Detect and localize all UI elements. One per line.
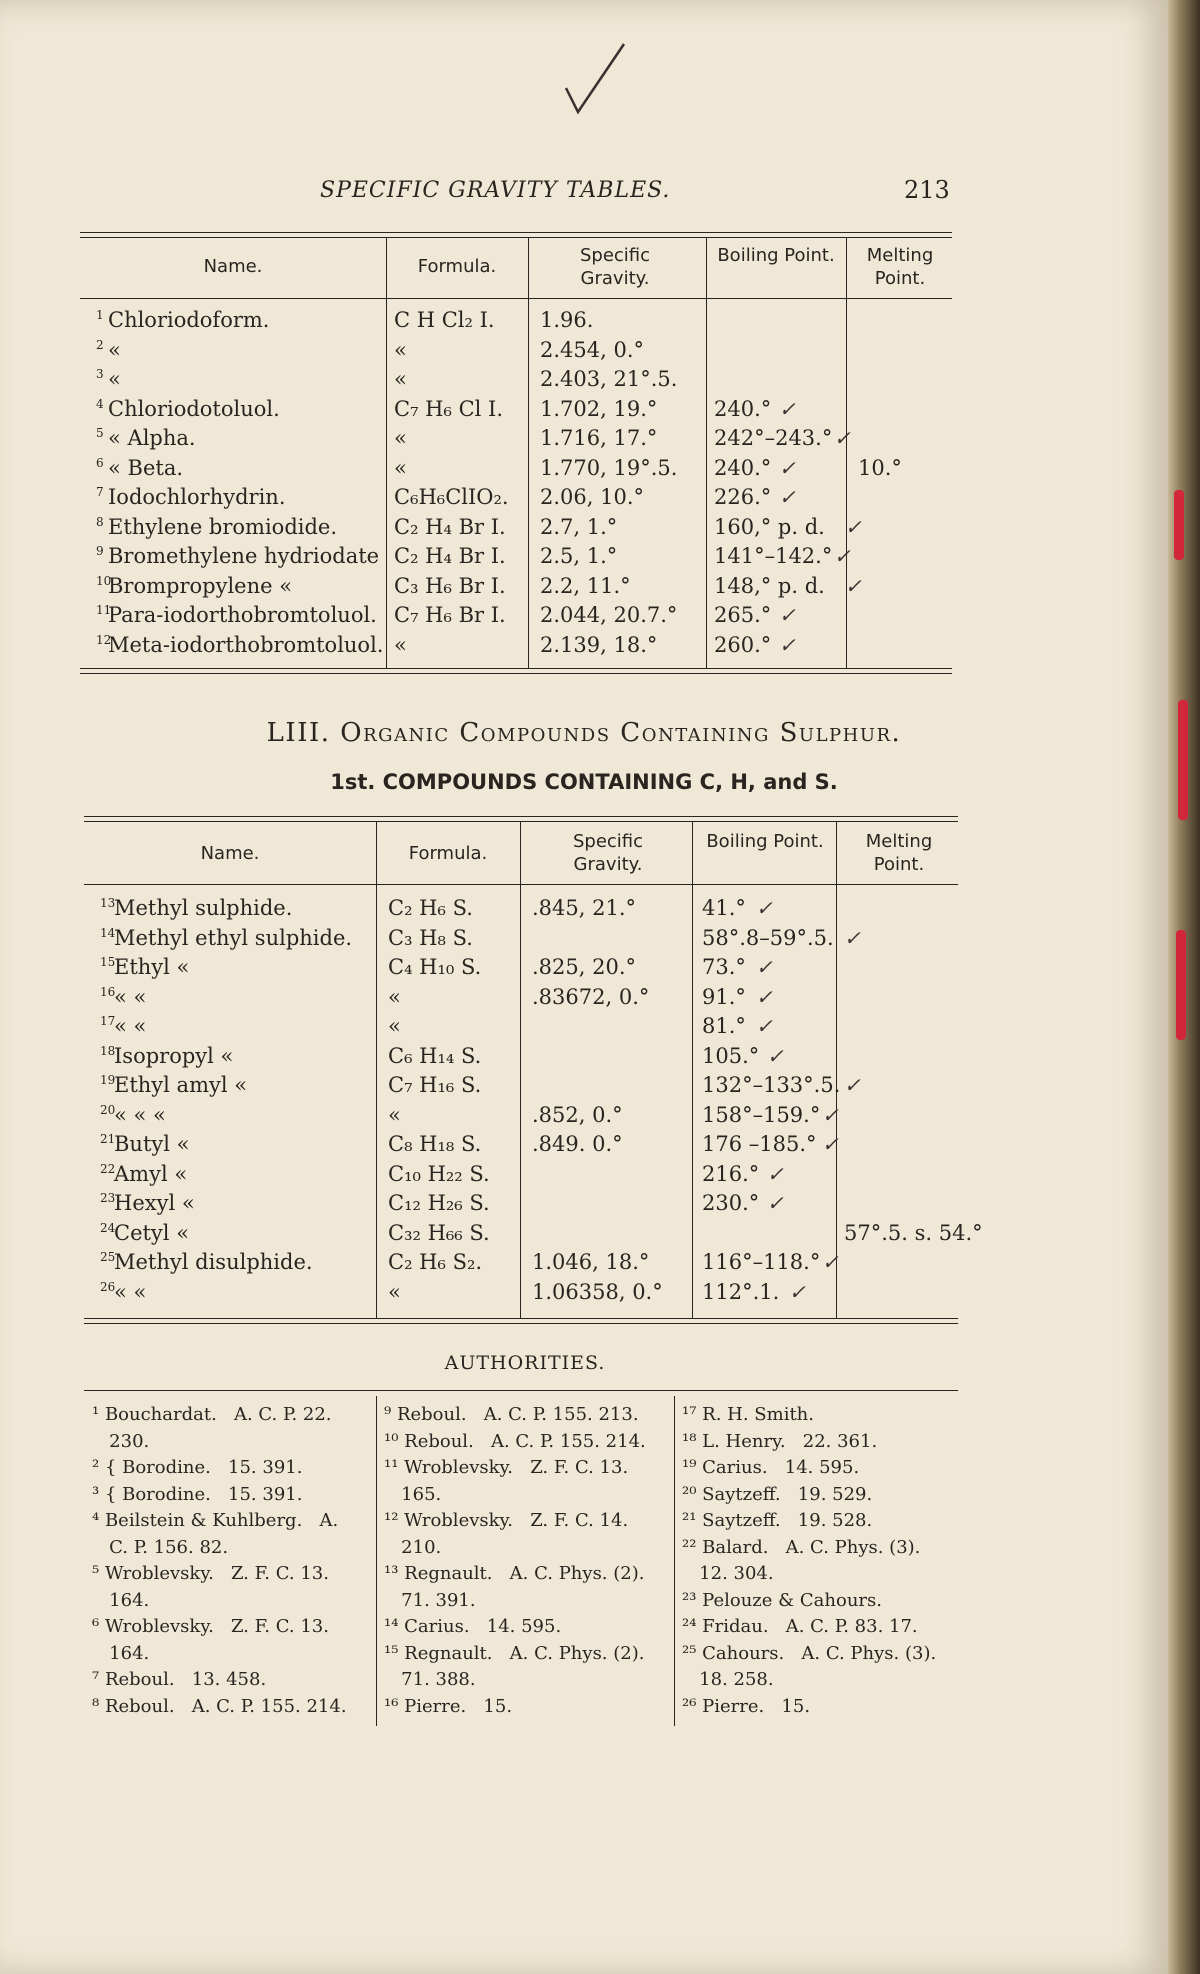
table-bottom-rule-thin: [80, 673, 952, 674]
authority-entry: 71. 388.: [384, 1669, 476, 1690]
boiling-point-value: 265.°: [714, 603, 772, 627]
authority-entry: ²¹ Saytzeff. 19. 528.: [682, 1510, 873, 1531]
pencil-tick-icon: ✓: [822, 1102, 839, 1127]
table-row: [96, 515, 956, 545]
boiling-point-value: 116°–118.°: [702, 1250, 821, 1274]
melting-point-value: 57°.5. s. 54.°: [844, 1220, 983, 1245]
book-gutter: [1168, 0, 1200, 1974]
authority-entry: ⁶ Wroblevsky. Z. F. C. 13.: [92, 1616, 329, 1637]
header-rule: [84, 884, 958, 885]
compound-name: « Beta.: [108, 455, 184, 480]
ref-number: 4: [96, 396, 104, 411]
pencil-tick-icon: ✓: [767, 1161, 784, 1186]
table-row: [100, 926, 960, 956]
ref-number: 12: [96, 632, 112, 647]
compound-name: « « «: [114, 1102, 166, 1127]
compound-name: Brompropylene «: [108, 573, 293, 598]
ref-number: 25: [100, 1250, 116, 1264]
table-top-rule: [80, 232, 952, 233]
compound-formula: «: [394, 367, 407, 391]
compound-formula: C₆H₆ClIO₂.: [394, 485, 509, 509]
authority-entry: ¹¹ Wroblevsky. Z. F. C. 13.: [384, 1457, 629, 1478]
ref-number: 13: [100, 896, 116, 910]
specific-gravity-value: 2.2, 11.°: [540, 573, 631, 598]
boiling-point-value: 230.°: [702, 1191, 760, 1215]
pencil-tick-icon: ✓: [767, 1043, 784, 1068]
authorities-title: AUTHORITIES.: [444, 1352, 606, 1374]
col-header-boiling-point: Boiling Point.: [706, 831, 824, 852]
authority-entry: 18. 258.: [682, 1669, 774, 1690]
authority-entry: ⁵ Wroblevsky. Z. F. C. 13.: [92, 1563, 329, 1584]
ref-number: 22: [100, 1161, 116, 1176]
authority-entry: C. P. 156. 82.: [92, 1536, 229, 1558]
authority-entry: ¹⁷ R. H. Smith.: [682, 1404, 814, 1425]
ref-number: 24: [100, 1220, 116, 1235]
ref-number: 16: [100, 984, 116, 999]
table-row: [96, 456, 956, 486]
pencil-tick-icon: ✓: [756, 955, 773, 979]
pencil-tick-icon: ✓: [789, 1279, 806, 1304]
authority-entry: ¹² Wroblevsky. Z. F. C. 14.: [384, 1510, 629, 1531]
boiling-point-value: 148,° p. d.: [714, 573, 825, 598]
table-row: [100, 1044, 960, 1074]
specific-gravity-value: .83672, 0.°: [532, 984, 650, 1009]
authority-entry: ²² Balard. A. C. Phys. (3).: [682, 1536, 921, 1558]
col-header-boiling-point: Boiling Point.: [717, 245, 835, 266]
table-row: [96, 426, 956, 456]
compound-formula: C₃ H₆ Br I.: [394, 573, 506, 598]
compound-name: Butyl «: [114, 1132, 190, 1156]
ref-number: 11: [96, 603, 112, 617]
compound-name: « «: [114, 984, 147, 1009]
boiling-point-value: 141°–142.°: [714, 544, 833, 568]
table-row: [96, 574, 956, 604]
col-header-name: Name.: [203, 256, 263, 277]
compound-formula: «: [388, 1279, 401, 1304]
compound-name: Methyl disulphide.: [114, 1250, 313, 1274]
authority-entry: ⁴ Beilstein & Kuhlberg. A.: [92, 1510, 339, 1531]
compound-formula: C₇ H₁₆ S.: [388, 1073, 482, 1097]
ref-number: 14: [100, 925, 116, 940]
red-stain: [1178, 700, 1188, 820]
ref-number: 3: [96, 367, 104, 381]
pencil-tick-icon: ✓: [822, 1250, 839, 1274]
compound-formula: C₁₂ H₂₆ S.: [388, 1191, 490, 1215]
ref-number: 9: [96, 544, 104, 558]
table-row: [100, 1014, 960, 1044]
authority-entry: ¹⁴ Carius. 14. 595.: [384, 1616, 562, 1637]
compound-formula: «: [394, 632, 407, 657]
authority-entry: ³ { Borodine. 15. 391.: [92, 1483, 303, 1505]
compound-name: «: [108, 367, 121, 391]
table-row: [96, 603, 956, 633]
pencil-tick-icon: ✓: [845, 573, 862, 598]
col-header-melting-point: Melting Point.: [865, 831, 933, 875]
specific-gravity-value: .852, 0.°: [532, 1102, 623, 1127]
compound-formula: «: [388, 1014, 401, 1038]
authority-entry: 12. 304.: [682, 1563, 774, 1584]
pencil-tick-icon: ✓: [834, 544, 851, 568]
compound-formula: C₂ H₄ Br I.: [394, 544, 506, 568]
specific-gravity-value: .845, 21.°: [532, 896, 637, 920]
compound-name: Ethyl amyl «: [114, 1073, 248, 1097]
compound-formula: «: [388, 984, 401, 1009]
boiling-point-value: 242°–243.°: [714, 426, 833, 450]
authority-entry: 210.: [384, 1536, 442, 1558]
specific-gravity-value: .849. 0.°: [532, 1132, 623, 1156]
authority-entry: ¹³ Regnault. A. C. Phys. (2).: [384, 1563, 645, 1584]
table-row: [96, 338, 956, 368]
ref-number: 2: [96, 337, 104, 352]
specific-gravity-value: 1.716, 17.°: [540, 426, 658, 450]
table-row: [100, 1220, 983, 1251]
boiling-point-value: 226.°: [714, 485, 772, 509]
authorities-column-2: [384, 1402, 672, 1720]
melting-point-value: 10.°: [858, 455, 902, 480]
ref-number: 5: [96, 426, 104, 440]
pencil-tick-icon: ✓: [779, 455, 796, 480]
ref-number: 19: [100, 1073, 116, 1087]
pencil-tick-icon: ✓: [845, 514, 862, 539]
compound-name: « «: [114, 1014, 147, 1038]
boiling-point-value: 216.°: [702, 1161, 760, 1186]
boiling-point-value: 160,° p. d.: [714, 514, 825, 539]
col-header-specific-gravity: Specific Gravity.: [572, 831, 644, 875]
ref-number: 23: [100, 1191, 116, 1205]
table-bottom-rule-thin: [84, 1323, 958, 1324]
pencil-tick-icon: ✓: [767, 1191, 784, 1215]
authority-entry: ⁸ Reboul. A. C. P. 155. 214.: [92, 1695, 347, 1717]
compound-formula: C₂ H₆ S₂.: [388, 1250, 483, 1274]
table-row: [100, 1162, 960, 1192]
authority-entry: ¹ Bouchardat. A. C. P. 22.: [92, 1404, 332, 1425]
ref-number: 1: [96, 308, 104, 322]
authority-entry: ² { Borodine. 15. 391.: [92, 1457, 303, 1478]
table-top-rule-thin: [84, 821, 958, 822]
compound-name: Ethylene bromiodide.: [108, 514, 338, 539]
compound-name: Iodochlorhydrin.: [108, 485, 286, 509]
boiling-point-value: 260.°: [714, 632, 772, 657]
table-row: [100, 1103, 960, 1133]
authority-entry: 164.: [92, 1589, 150, 1611]
header-rule: [80, 298, 952, 299]
authority-entry: ²³ Pelouze & Cahours.: [682, 1589, 882, 1611]
table-bottom-rule: [80, 668, 952, 669]
compound-name: Chloriodotoluol.: [108, 396, 280, 421]
table-row: [96, 367, 956, 397]
section-title: LIII. Organic Compounds Containing Sulphur.: [266, 718, 902, 748]
boiling-point-value: 240.°: [714, 396, 772, 421]
compound-formula: C₇ H₆ Cl I.: [394, 396, 503, 421]
ref-number: 17: [100, 1014, 116, 1028]
specific-gravity-value: 2.403, 21°.5.: [540, 367, 678, 391]
col-header-specific-gravity: Specific Gravity.: [579, 245, 651, 289]
pencil-tick-icon: ✓: [834, 426, 851, 450]
authorities-column-1: [92, 1402, 374, 1720]
authority-entry: ²⁶ Pierre. 15.: [682, 1695, 811, 1717]
pencil-tick-icon: ✓: [779, 396, 796, 421]
compound-name: Bromethylene hydriodate: [108, 544, 380, 568]
specific-gravity-value: 1.702, 19.°: [540, 396, 658, 421]
table-row: [96, 397, 956, 427]
authority-entry: ¹⁸ L. Henry. 22. 361.: [682, 1430, 878, 1452]
authorities-rule: [84, 1390, 958, 1391]
boiling-point-value: 158°–159.°: [702, 1102, 821, 1127]
pencil-tick-icon: ✓: [779, 632, 796, 657]
red-stain: [1174, 490, 1184, 560]
specific-gravity-value: 2.044, 20.7.°: [540, 603, 678, 627]
pencil-tick-icon: ✓: [822, 1132, 839, 1156]
compound-formula: C₃ H₈ S.: [388, 925, 473, 950]
compound-formula: C₆ H₁₄ S.: [388, 1043, 482, 1068]
compound-formula: «: [394, 455, 407, 480]
boiling-point-value: 58°.8–59°.5.: [702, 925, 834, 950]
authority-entry: ²⁰ Saytzeff. 19. 529.: [682, 1483, 873, 1505]
authority-entry: ²⁵ Cahours. A. C. Phys. (3).: [682, 1642, 937, 1664]
col-header-formula: Formula.: [417, 256, 497, 277]
pencil-tick-icon: ✓: [844, 1073, 861, 1097]
compound-formula: C₄ H₁₀ S.: [388, 955, 482, 979]
boiling-point-value: 132°–133°.5.: [702, 1073, 841, 1097]
pencil-tick-icon: ✓: [844, 925, 861, 950]
compound-name: Meta-iodorthobromtoluol.: [108, 632, 384, 657]
compound-name: « «: [114, 1279, 147, 1304]
boiling-point-value: 41.°: [702, 896, 746, 920]
compound-name: Isopropyl «: [114, 1043, 234, 1068]
compound-name: Cetyl «: [114, 1220, 190, 1245]
pencil-tick-icon: ✓: [756, 896, 773, 920]
compound-name: Para-iodorthobromtoluol.: [108, 603, 377, 627]
table-top-rule: [84, 816, 958, 817]
boiling-point-value: 81.°: [702, 1014, 746, 1038]
specific-gravity-value: 2.139, 18.°: [540, 632, 658, 657]
pencil-tick-icon: ✓: [779, 603, 796, 627]
ref-number: 26: [100, 1279, 116, 1294]
ref-number: 21: [100, 1132, 116, 1146]
compound-formula: C₁₀ H₂₂ S.: [388, 1161, 490, 1186]
specific-gravity-value: 1.96.: [540, 308, 594, 332]
compound-formula: «: [388, 1102, 401, 1127]
compound-formula: «: [394, 426, 407, 450]
compound-name: Methyl sulphide.: [114, 896, 293, 920]
boiling-point-value: 240.°: [714, 455, 772, 480]
col-header-formula: Formula.: [408, 843, 488, 864]
compound-name: Amyl «: [114, 1161, 188, 1186]
boiling-point-value: 105.°: [702, 1043, 760, 1068]
authorities-column-3: [682, 1402, 962, 1720]
compound-formula: C₇ H₆ Br I.: [394, 603, 506, 627]
compound-formula: C H Cl₂ I.: [394, 308, 495, 332]
red-stain: [1176, 930, 1186, 1040]
page-number: 213: [904, 176, 950, 204]
ref-number: 6: [96, 455, 104, 470]
ref-number: 20: [100, 1102, 116, 1117]
running-head: SPECIFIC GRAVITY TABLES.: [320, 178, 671, 203]
compound-formula: C₂ H₆ S.: [388, 896, 473, 920]
table-row: [100, 985, 960, 1015]
table-row: [100, 1073, 960, 1103]
compound-formula: «: [394, 337, 407, 362]
col-header-name: Name.: [200, 843, 260, 864]
boiling-point-value: 73.°: [702, 955, 746, 979]
compound-formula: C₂ H₄ Br I.: [394, 514, 506, 539]
specific-gravity-value: 2.454, 0.°: [540, 337, 645, 362]
authority-entry: ¹⁹ Carius. 14. 595.: [682, 1457, 860, 1478]
compound-formula: C₃₂ H₆₆ S.: [388, 1220, 490, 1245]
specific-gravity-value: 1.06358, 0.°: [532, 1279, 663, 1304]
specific-gravity-value: .825, 20.°: [532, 955, 637, 979]
col-divider: [376, 1396, 377, 1726]
authority-entry: ⁹ Reboul. A. C. P. 155. 213.: [384, 1404, 639, 1425]
compound-name: Hexyl «: [114, 1191, 195, 1215]
table-row: [100, 896, 960, 926]
table-bottom-rule: [84, 1318, 958, 1319]
compound-name: Ethyl «: [114, 955, 190, 979]
authority-entry: 71. 391.: [384, 1589, 476, 1611]
table-row: [96, 308, 956, 338]
compound-name: Chloriodoform.: [108, 308, 270, 332]
authority-entry: ²⁴ Fridau. A. C. P. 83. 17.: [682, 1616, 918, 1637]
specific-gravity-value: 2.06, 10.°: [540, 485, 645, 509]
boiling-point-value: 91.°: [702, 984, 746, 1009]
pencil-tick-icon: ✓: [756, 984, 773, 1009]
specific-gravity-value: 2.7, 1.°: [540, 514, 618, 539]
ref-number: 15: [100, 955, 116, 969]
compound-formula: C₈ H₁₈ S.: [388, 1132, 482, 1156]
authority-entry: 164.: [92, 1642, 150, 1664]
specific-gravity-value: 1.046, 18.°: [532, 1250, 650, 1274]
authority-entry: 230.: [92, 1430, 150, 1452]
table-row: [100, 1250, 960, 1280]
authority-entry: ¹⁶ Pierre. 15.: [384, 1695, 513, 1717]
pencil-check-mark: [560, 40, 640, 120]
compound-name: « Alpha.: [108, 426, 196, 450]
table-row: [100, 1191, 960, 1221]
ref-number: 10: [96, 573, 112, 588]
table-top-rule-thin: [80, 237, 952, 238]
section-subtitle: 1st. COMPOUNDS CONTAINING C, H, and S.: [330, 770, 838, 794]
authority-entry: ⁷ Reboul. 13. 458.: [92, 1669, 267, 1690]
table-row: [96, 633, 956, 663]
compound-name: «: [108, 337, 121, 362]
pencil-tick-icon: ✓: [779, 485, 796, 509]
ref-number: 8: [96, 514, 104, 529]
table-row: [100, 1280, 960, 1310]
col-divider: [674, 1396, 675, 1726]
specific-gravity-value: 2.5, 1.°: [540, 544, 618, 568]
authority-entry: 165.: [384, 1483, 442, 1505]
ref-number: 18: [100, 1043, 116, 1058]
pencil-tick-icon: ✓: [756, 1014, 773, 1038]
boiling-point-value: 176 –185.°: [702, 1132, 817, 1156]
table-row: [96, 544, 956, 574]
table-row: [100, 955, 960, 985]
ref-number: 7: [96, 485, 104, 499]
boiling-point-value: 112°.1.: [702, 1279, 780, 1304]
compound-name: Methyl ethyl sulphide.: [114, 925, 353, 950]
specific-gravity-value: 1.770, 19°.5.: [540, 455, 678, 480]
table-row: [96, 485, 956, 515]
authority-entry: ¹⁰ Reboul. A. C. P. 155. 214.: [384, 1430, 646, 1452]
col-header-melting-point: Melting Point.: [866, 245, 934, 289]
table-row: [100, 1132, 960, 1162]
authority-entry: ¹⁵ Regnault. A. C. Phys. (2).: [384, 1642, 645, 1664]
